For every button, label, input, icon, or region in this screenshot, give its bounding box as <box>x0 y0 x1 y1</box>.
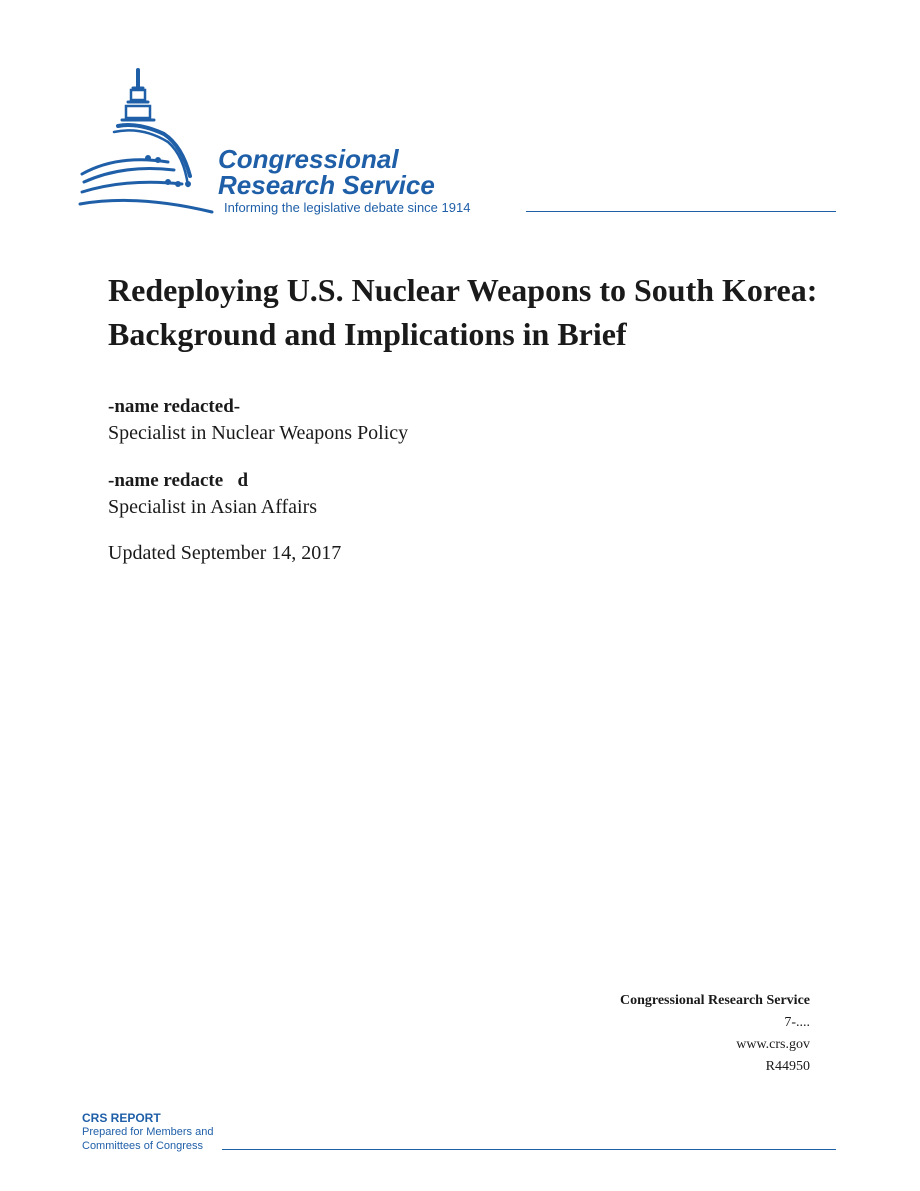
crs-logo <box>78 66 838 226</box>
capitol-dome-icon <box>78 66 218 216</box>
report-number: R44950 <box>765 1059 810 1074</box>
report-metadata <box>620 990 810 1078</box>
website-link[interactable]: www.crs.gov <box>736 1037 810 1052</box>
logo-title-line2: Research Service <box>218 170 435 200</box>
updated-date: Updated September 14, 2017 <box>108 542 342 564</box>
footer-divider <box>222 1149 836 1150</box>
footer-line-1: Prepared for Members and <box>82 1126 214 1138</box>
author-name-1: -name redacted- <box>108 396 241 417</box>
author-role-1: Specialist in Nuclear Weapons Policy <box>108 422 409 444</box>
footer-logo <box>82 1111 213 1153</box>
footer-title: CRS REPORT <box>82 1111 161 1125</box>
publisher-name: Congressional Research Service <box>619 993 810 1008</box>
logo-wordmark <box>218 146 435 198</box>
phone-number: 7-.... <box>784 1015 810 1030</box>
report-title: Redeploying U.S. Nuclear Weapons to South Korea: Background and Implications in Brief <box>108 272 818 352</box>
footer-line-2: Committees of Congress <box>82 1140 204 1152</box>
logo-tagline: Informing the legislative debate since 1914 <box>224 200 471 215</box>
author-name-2: -name redacte d <box>108 470 249 491</box>
logo-title-line1: Congressional <box>218 144 399 174</box>
logo-divider <box>526 211 836 212</box>
author-role-2: Specialist in Asian Affairs <box>108 496 318 518</box>
